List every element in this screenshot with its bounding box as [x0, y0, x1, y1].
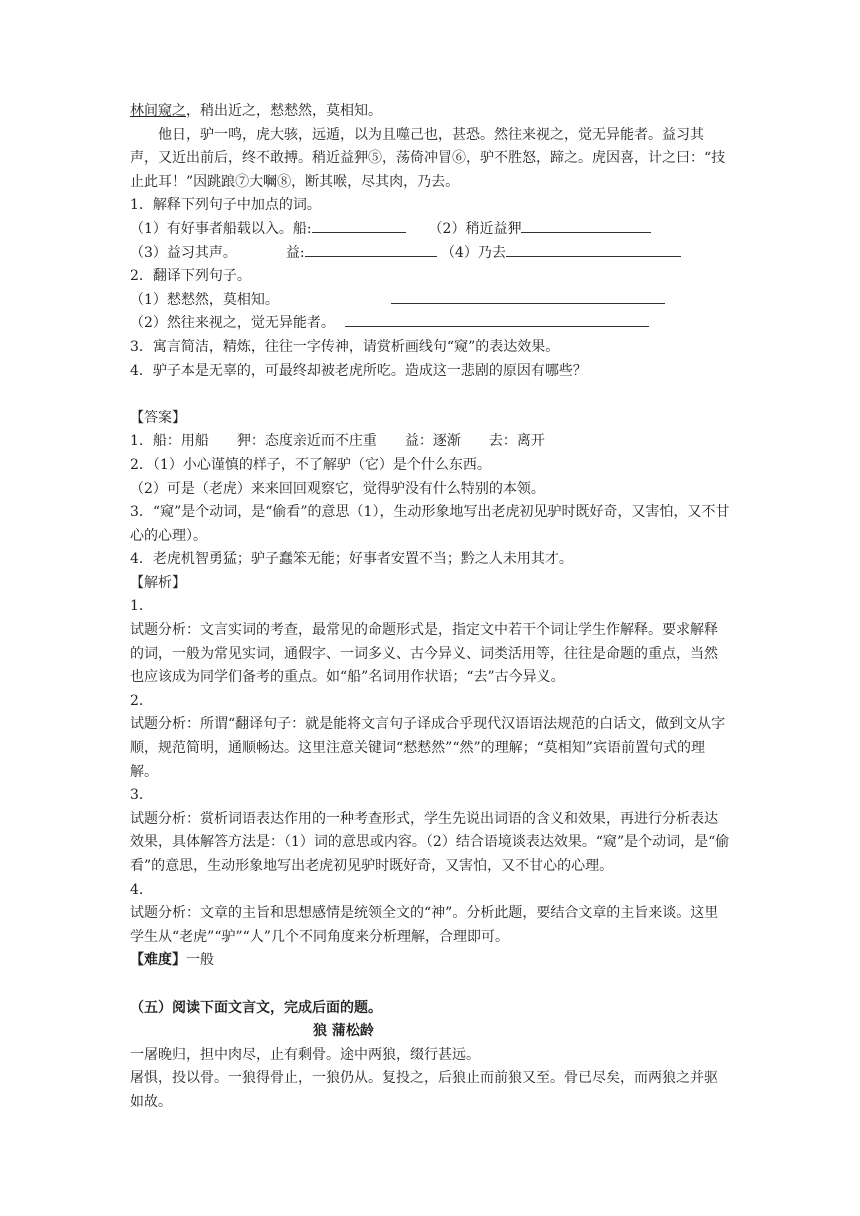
- answer-blank[interactable]: [521, 218, 651, 233]
- analysis-number-1: 1．: [130, 598, 153, 615]
- answer-blank[interactable]: [345, 312, 649, 327]
- question-2: 2．翻译下列句子。: [130, 268, 251, 285]
- question-1: 1．解释下列句子中加点的词。: [130, 197, 321, 214]
- question-2-row-1: （1）慭慭然，莫相知。: [130, 289, 730, 313]
- question-4: 4．驴子本是无辜的，可最终却被老虎所吃。造成这一悲剧的原因有哪些？: [130, 362, 587, 379]
- question-1-row-b: （3）益习其声。 益: （4）乃去: [130, 242, 730, 266]
- answer-2-1: 2．（1）小心谨慎的样子，不了解驴（它）是个什么东西。: [130, 456, 491, 473]
- answer-blank[interactable]: [391, 289, 665, 304]
- passage-title: 狼 蒲松龄: [313, 1023, 374, 1040]
- answer-heading: 【答案】: [130, 409, 186, 426]
- analysis-text-1: 试题分析：文言实词的考查，最常见的命题形式是，指定文中若干个词让学生作解释。要求解释的词，一般为常见实词，通假字、一词多义、古今异义、词类活用等，往往是命题的重点，当然也应该成为同学们备考的重点。如“船”名词用作状语；“去”古今异义。: [130, 622, 718, 686]
- answer-3: 3．“窥”是个动词，是“偷看”的意思（1），生动形象地写出老虎初见驴时既好奇，又害怕，又不甘心的心理）。: [130, 504, 730, 544]
- difficulty-line: 【难度】一般: [130, 952, 214, 969]
- analysis-text-4: 试题分析：文章的主旨和思想感情是统领全文的“神”。分析此题，要结合文章的主旨来谈。这里学生从“老虎”“驴”“人”几个不同角度来分析理解，合理即可。: [130, 905, 719, 945]
- answer-blank[interactable]: [506, 242, 681, 257]
- document-page: [130, 100, 730, 1115]
- question-3: 3．寓言简洁，精炼，往往一字传神，请赏析画线句“窥”的表达效果。: [130, 338, 560, 355]
- passage-paragraph-2: 屠惧，投以骨。一狼得骨止，一狼仍从。复投之，后狼止而前狼又至。骨已尽矣，而两狼之并驱如故。: [130, 1070, 718, 1110]
- analysis-number-3: 3．: [130, 787, 153, 804]
- answer-4: 4．老虎机智勇猛；驴子蠢笨无能；好事者安置不当；黔之人未用其才。: [130, 551, 573, 568]
- passage-paragraph-1: 一屠晚归，担中肉尽，止有剩骨。途中两狼，缀行甚远。: [130, 1046, 480, 1063]
- question-2-row-2: （2）然往来视之，觉无异能者。: [130, 312, 730, 336]
- answer-blank[interactable]: [305, 242, 437, 257]
- analysis-heading: 【解析】: [130, 574, 186, 591]
- analysis-number-4: 4．: [130, 881, 153, 898]
- analysis-text-3: 试题分析：赏析词语表达作用的一种考查形式，学生先说出词语的含义和效果，再进行分析表达效果，具体解答方法是：（1）词的意思或内容。（2）结合语境谈表达效果。“窥”是个动词，是“偷看”的意思，生动形象地写出老虎初见驴时既好奇，又害怕，又不甘心的心理。: [130, 810, 730, 874]
- answer-1: 1．船：用船 狎：态度亲近而不庄重 益：逐渐 去：离开: [130, 433, 545, 450]
- analysis-number-2: 2．: [130, 692, 153, 709]
- answer-2-2: （2）可是（老虎）来来回回观察它，觉得驴没有什么特别的本领。: [130, 480, 545, 497]
- story-line-1: 林间窥之，稍出近之，慭慭然，莫相知。: [130, 103, 382, 119]
- answer-blank[interactable]: [312, 218, 406, 233]
- underlined-phrase: 林间窥之: [130, 103, 186, 119]
- analysis-text-2: 试题分析：所谓“翻译句子：就是能将文言句子译成合乎现代汉语语法规范的白话文，做到文从字顺，规范简明，通顺畅达。这里注意关键词“慭慭然”“然”的理解；“莫相知”宾语前置句式的理解。: [130, 716, 726, 780]
- section-5-heading: （五）阅读下面文言文，完成后面的题。: [130, 999, 382, 1016]
- question-1-row-a: （1）有好事者船载以入。船: （2）稍近益狎: [130, 218, 730, 242]
- story-paragraph-2: 他日，驴一鸣，虎大骇，远遁，以为且噬己也，甚恐。然往来视之，觉无异能者。益习其声，又近出前后，终不敢搏。稍近益狎⑤，荡倚冲冒⑥，驴不胜怒，蹄之。虎因喜，计之曰：“技止此耳！”因跳踉⑦大㘎⑧，断其喉，尽其肉，乃去。: [130, 126, 726, 190]
